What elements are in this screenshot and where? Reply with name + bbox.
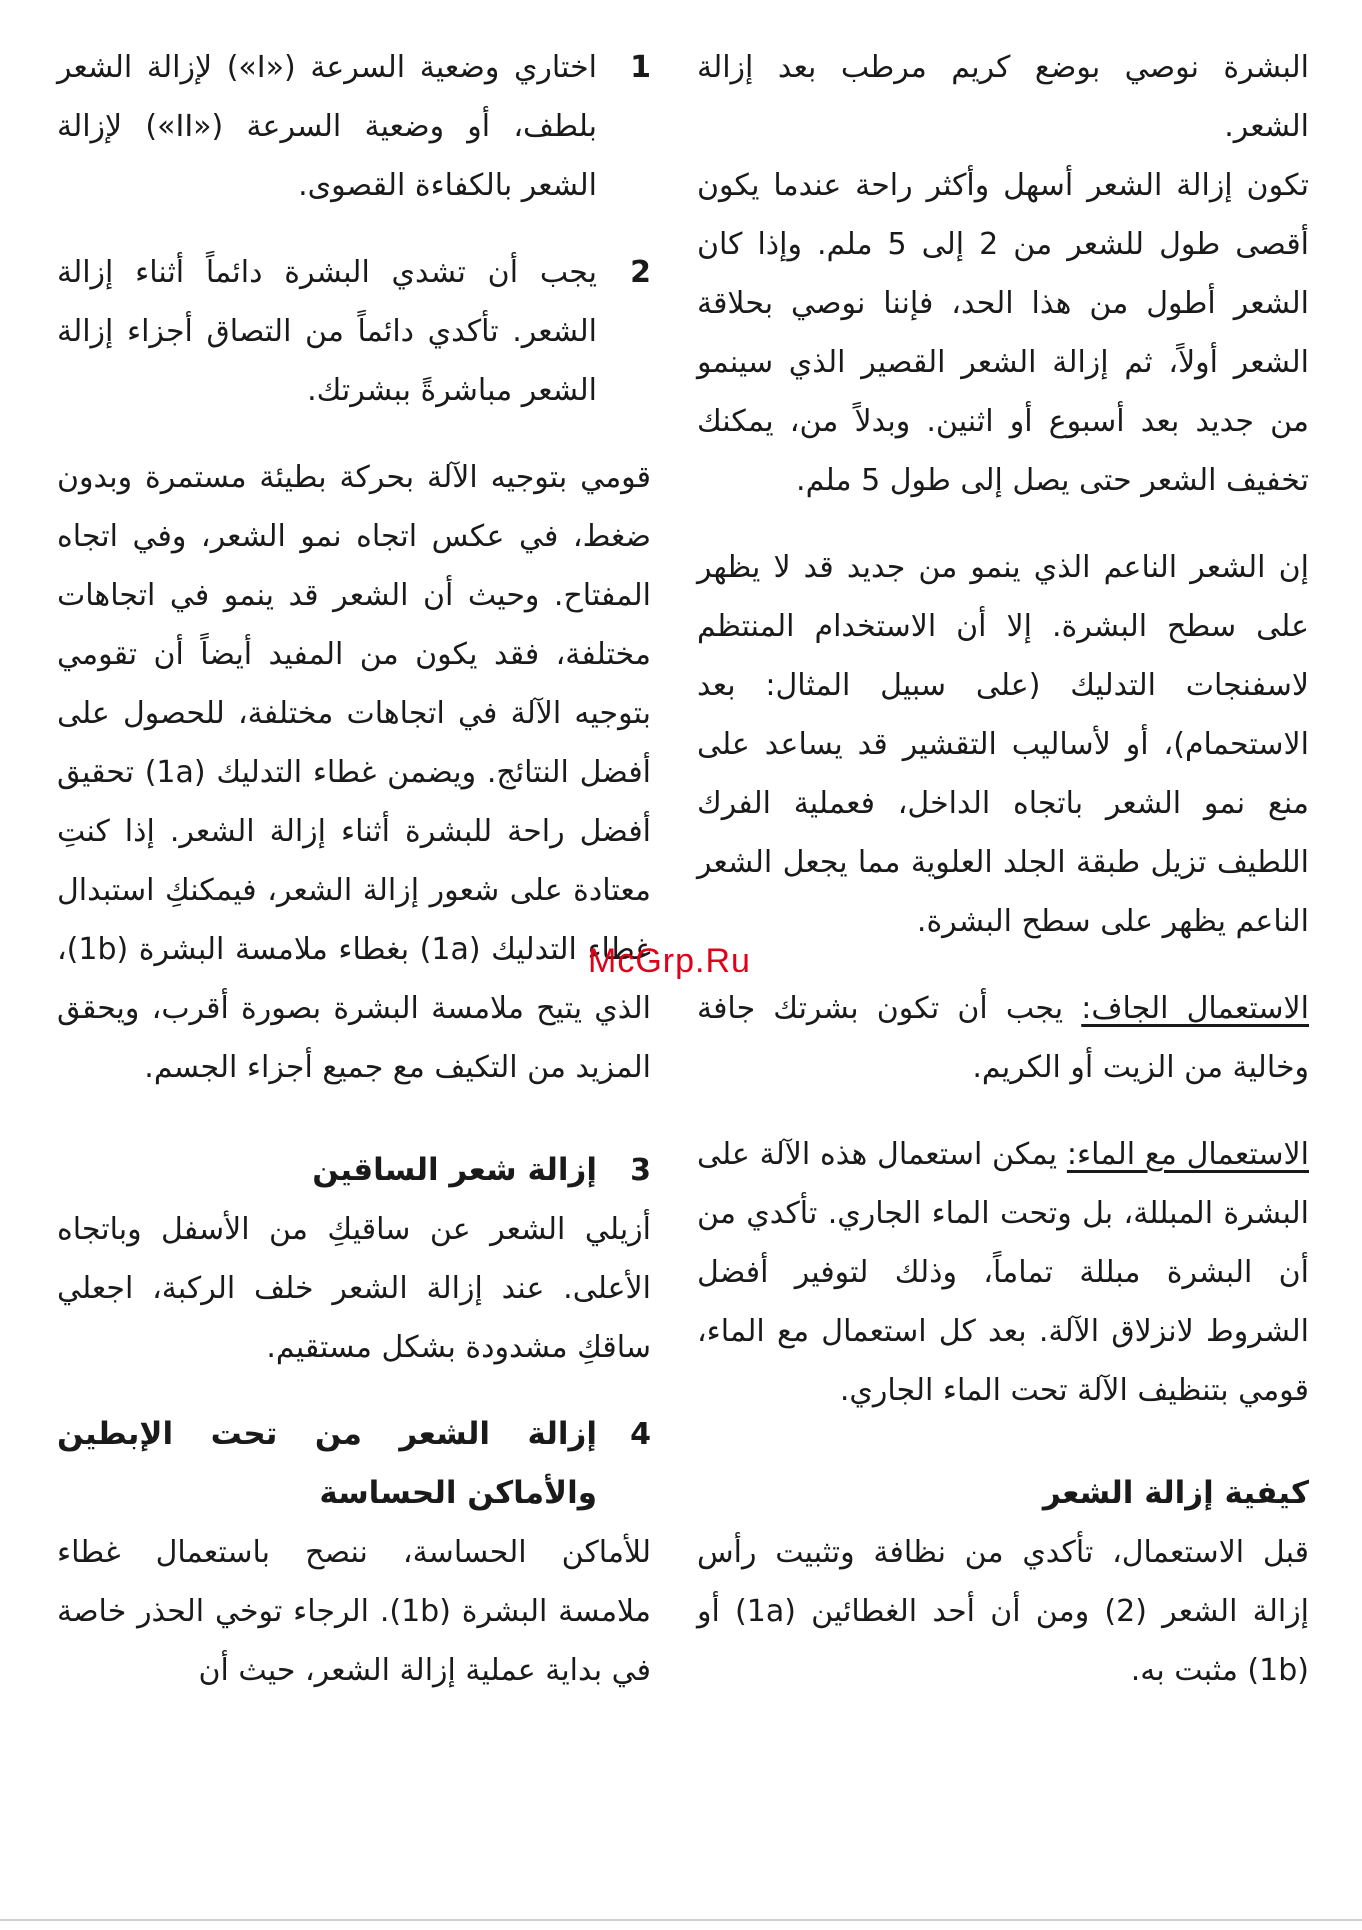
paragraph-guiding: قومي بتوجيه الآلة بحركة بطيئة مستمرة وبدون ضغط، في عكس اتجاه نمو الشعر، وفي اتجاه المفتاح. وحيث أن الشعر قد ينمو في اتجاهات مختلفة، فقد يكون من المفيد أيضاً أن تقومي بتوجيه الآلة في اتجاهات مختلفة، للحصول على أفضل النتائج. ويضمن غطاء التدليك (1a) تحقيق أفضل راحة للبشرة أثناء إزالة الشعر. إذا كنتِ معتادة على شعور إزالة الشعر، فيمكنكِ استبدال غطاء التدليك (1a) بغطاء ملامسة البشرة (1b)، الذي يتيح ملامسة البشرة بصورة أقرب، ويحقق المزيد من التكيف مع جميع أجزاء الجسم. <box>57 460 651 1085</box>
step-text: يجب أن تشدي البشرة دائماً أثناء إزالة الشعر. تأكدي دائماً من التصاق أجزاء إزالة الشعر مباشرةً ببشرتك. <box>57 255 597 408</box>
paragraph-wet-use <box>697 1125 1309 1420</box>
paragraph-ingrown-hair: إن الشعر الناعم الذي ينمو من جديد قد لا يظهر على سطح البشرة. إلا أن الاستخدام المنتظم لاسفنجات التدليك (على سبيل المثال: بعد الاستحمام)، أو لأساليب التقشير قد يساعد على منع نمو الشعر باتجاه الداخل، فعملية الفرك اللطيف تزيل طبقة الجلد العلوية مما يجعل الشعر الناعم يظهر على سطح البشرة. <box>697 550 1309 939</box>
step-number: 1 <box>630 50 651 85</box>
step-4-heading <box>57 1405 651 1523</box>
paragraph-legs: أزيلي الشعر عن ساقيكِ من الأسفل وباتجاه الأعلى. عند إزالة الشعر خلف الركبة، اجعلي ساقكِ مشدودة بشكل مستقيم. <box>57 1212 651 1365</box>
wet-use-label: الاستعمال مع الماء: <box>1066 1137 1309 1172</box>
right-column <box>697 38 1309 1700</box>
paragraph-hair-length: تكون إزالة الشعر أسهل وأكثر راحة عندما يكون أقصى طول للشعر من 2 إلى 5 ملم. وإذا كان الشعر أطول من هذا الحد، فإننا نوصي بحلاقة الشعر أولاً، ثم إزالة الشعر القصير الذي سينمو من جديد بعد أسبوع أو اثنين. وبدلاً من، يمكنك تخفيف الشعر حتى يصل إلى طول 5 ملم. <box>697 168 1309 498</box>
step-1 <box>57 38 651 215</box>
paragraph-before-use: قبل الاستعمال، تأكدي من نظافة وتثبيت رأس إزالة الشعر (2) ومن أن أحد الغطائين (1a) أو (1b) مثبت به. <box>697 1535 1310 1688</box>
dry-use-text: يجب أن تكون بشرتك جافة وخالية من الزيت أو الكريم. <box>697 991 1309 1085</box>
legs-heading: إزالة شعر الساقين <box>312 1152 597 1188</box>
step-number: 4 <box>630 1417 651 1452</box>
step-number: 3 <box>630 1153 651 1188</box>
paragraph-moisturizer: البشرة نوصي بوضع كريم مرطب بعد إزالة الشعر. <box>697 50 1309 144</box>
dry-use-label: الاستعمال الجاف: <box>1081 991 1309 1026</box>
left-column <box>57 38 651 1700</box>
bottom-rule <box>0 1919 1362 1921</box>
paragraph-dry-use <box>697 979 1309 1097</box>
step-text: اختاري وضعية السرعة («I») لإزالة الشعر بلطف، أو وضعية السرعة («II») لإزالة الشعر بالكفاءة القصوى. <box>57 50 597 203</box>
step-3-heading <box>57 1141 651 1200</box>
watermark: McGrp.Ru <box>588 942 751 980</box>
howto-heading: كيفية إزالة الشعر <box>1042 1475 1309 1511</box>
paragraph-sensitive-areas: للأماكن الحساسة، ننصح باستعمال غطاء ملامسة البشرة (1b). الرجاء توخي الحذر خاصة في بداية عملية إزالة الشعر، حيث أن <box>57 1535 651 1688</box>
wet-use-text: يمكن استعمال هذه الآلة على البشرة المبللة، بل وتحت الماء الجاري. تأكدي من أن البشرة مبللة تماماً، وذلك لتوفير أفضل الشروط لانزلاق الآلة. بعد كل استعمال مع الماء، قومي بتنظيف الآلة تحت الماء الجاري. <box>697 1137 1309 1408</box>
underarm-heading: إزالة الشعر من تحت الإبطين والأماكن الحساسة <box>57 1416 597 1511</box>
step-2 <box>57 243 651 420</box>
step-number: 2 <box>630 255 651 290</box>
